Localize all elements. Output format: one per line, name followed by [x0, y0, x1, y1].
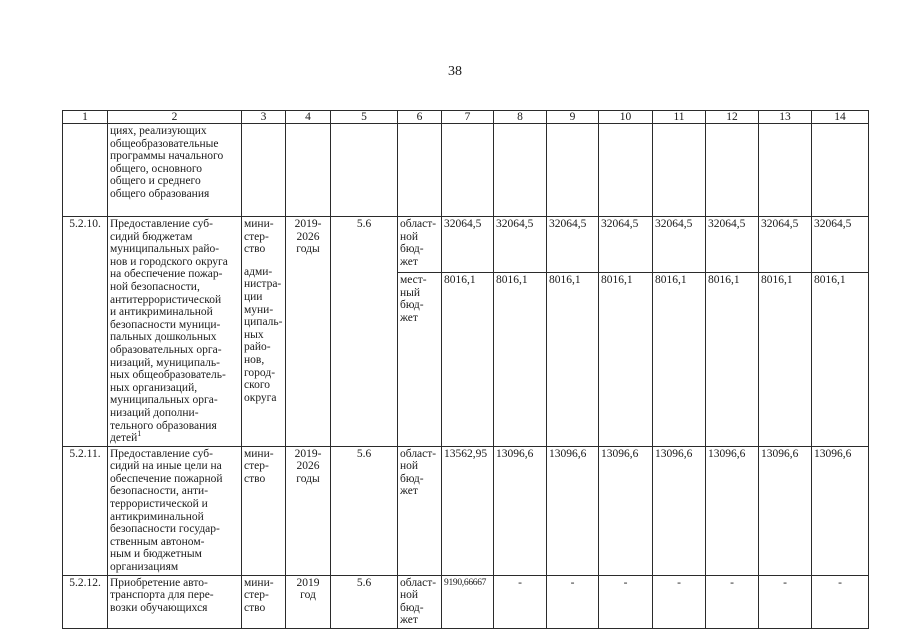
column-number: 13 — [759, 111, 812, 124]
text-line: ственным автоном- — [110, 535, 205, 548]
value-cell: 8016,1 — [759, 273, 812, 447]
value-cell: 13096,6 — [812, 446, 869, 575]
value-cell: 13562,95 — [442, 446, 494, 575]
row-number: 5.2.12. — [63, 575, 108, 628]
value-cell: 8016,1 — [812, 273, 869, 447]
text-line: жет — [400, 614, 418, 627]
value-cell: 13096,6 — [599, 446, 653, 575]
text-line: нистра- — [244, 278, 282, 291]
funding-source-cell — [398, 273, 442, 447]
text-line: годы — [296, 243, 320, 256]
text-line: стер- — [244, 460, 269, 473]
text-line: циях, реализующих — [110, 125, 207, 137]
column-number: 3 — [242, 111, 286, 124]
text-line: муниципальных орга- — [110, 394, 218, 407]
text-line: безопасности, анти- — [110, 485, 209, 498]
text-line: пальных дошкольных — [110, 331, 217, 344]
budget-table — [62, 110, 869, 629]
text-line: ство — [244, 601, 266, 614]
column-number: 7 — [442, 111, 494, 124]
value-cell: 8016,1 — [494, 273, 547, 447]
value-cell: 8016,1 — [653, 273, 706, 447]
text-line: бюд- — [400, 299, 424, 312]
row-number: 5.2.11. — [63, 446, 108, 575]
period-cell — [286, 575, 331, 628]
value-cell: 32064,5 — [653, 217, 706, 273]
text-line: антитеррористической — [110, 293, 222, 306]
text-line: террористической и — [110, 498, 208, 511]
code-cell: 5.6 — [331, 217, 398, 447]
text-line: 2019 — [296, 576, 320, 589]
text-line: годы — [296, 472, 320, 485]
text-line: безопасности государ- — [110, 523, 220, 536]
text-line: райо- — [244, 341, 271, 354]
value-cell: 32064,5 — [494, 217, 547, 273]
funding-source-cell — [398, 446, 442, 575]
text-line: образовательных орга- — [110, 343, 222, 356]
footnote-marker: 1 — [137, 429, 142, 439]
text-line: ной — [400, 589, 419, 602]
column-number: 11 — [653, 111, 706, 124]
text-line: год — [300, 589, 316, 602]
text-line: ство — [244, 472, 266, 485]
text-line: адми- — [244, 265, 273, 278]
text-line: жет — [400, 311, 418, 324]
text-line: общего и среднего — [110, 175, 201, 188]
text-line: ных организаций, — [110, 381, 198, 394]
text-line: ной — [400, 230, 419, 243]
text-line: тельного образования — [110, 419, 217, 432]
text-line: ского — [244, 379, 271, 392]
text-line: нов и городского округа — [110, 255, 228, 268]
text-line: детей — [110, 432, 138, 445]
executor-cell — [242, 446, 286, 575]
text-line: обеспечение пожарной — [110, 472, 223, 485]
value-cell: 13096,6 — [706, 446, 759, 575]
text-line: низаций, муниципаль- — [110, 356, 220, 369]
column-number: 10 — [599, 111, 653, 124]
text-line: мест- — [400, 274, 427, 287]
text-line: общего образования — [110, 187, 210, 200]
value-cell: - — [812, 575, 869, 628]
value-cell: 13096,6 — [494, 446, 547, 575]
column-number: 5 — [331, 111, 398, 124]
code-cell: 5.6 — [331, 575, 398, 628]
text-line: Предоставление суб- — [110, 447, 213, 460]
text-line: 2019- — [294, 447, 322, 460]
value-cell: 32064,5 — [599, 217, 653, 273]
text-line: сидий бюджетам — [110, 230, 193, 243]
funding-source-cell — [398, 217, 442, 273]
text-line: 2019- — [294, 218, 322, 230]
row-number: 5.2.10. — [63, 217, 108, 447]
text-line: бюд- — [400, 243, 424, 256]
text-line: антикриминальной — [110, 510, 204, 523]
code-cell: 5.6 — [331, 446, 398, 575]
column-number: 12 — [706, 111, 759, 124]
text-line: мини- — [244, 576, 274, 589]
text-line: общего, основного — [110, 162, 203, 175]
text-line: округа — [244, 391, 277, 404]
text-line: бюд- — [400, 601, 424, 614]
value-cell: - — [599, 575, 653, 628]
column-number: 6 — [398, 111, 442, 124]
text-line: ной — [400, 460, 419, 473]
text-line: сидий на иные цели на — [110, 460, 222, 473]
period-cell — [286, 217, 331, 447]
text-line: ных общеобразователь- — [110, 369, 226, 382]
text-line: област- — [400, 576, 437, 589]
value-cell: 32064,5 — [706, 217, 759, 273]
text-line: Приобретение авто- — [110, 576, 208, 589]
text-line: 2026 — [296, 230, 320, 243]
column-number: 9 — [547, 111, 599, 124]
value-cell: 32064,5 — [812, 217, 869, 273]
text-line: организациям — [110, 561, 179, 574]
value-cell: 13096,6 — [547, 446, 599, 575]
text-line: област- — [400, 447, 437, 460]
column-number: 14 — [812, 111, 869, 124]
text-line: ным и бюджетным — [110, 548, 202, 561]
text-line: ных — [244, 328, 264, 341]
measure-name-cell — [108, 446, 242, 575]
value-cell: 32064,5 — [547, 217, 599, 273]
text-line: жет — [400, 255, 418, 268]
text-line: город- — [244, 366, 276, 379]
measure-name-cell — [108, 575, 242, 628]
measure-name-cell — [108, 124, 242, 217]
text-line: мини- — [244, 218, 274, 230]
column-number-row — [63, 111, 869, 124]
text-line: транспорта для пере- — [110, 589, 214, 602]
column-number: 8 — [494, 111, 547, 124]
value-cell: 13096,6 — [653, 446, 706, 575]
text-line: жет — [400, 485, 418, 498]
row-number-cell — [63, 124, 108, 217]
period-cell — [286, 446, 331, 575]
text-line: 2026 — [296, 460, 320, 473]
text-line: низаций дополни- — [110, 406, 199, 419]
value-cell: 32064,5 — [759, 217, 812, 273]
text-line: и антикриминальной — [110, 306, 213, 319]
value-cell: 8016,1 — [599, 273, 653, 447]
value-cell: - — [653, 575, 706, 628]
text-line: общеобразовательные — [110, 137, 219, 150]
text-line: бюд- — [400, 472, 424, 485]
column-number: 1 — [63, 111, 108, 124]
text-line: муниципальных райо- — [110, 243, 220, 256]
text-line: стер- — [244, 230, 269, 243]
executor-cell — [242, 575, 286, 628]
text-line: мини- — [244, 447, 274, 460]
value-cell: - — [494, 575, 547, 628]
text-line: на обеспечение пожар- — [110, 268, 223, 281]
funding-source-cell — [398, 575, 442, 628]
value-cell: 13096,6 — [759, 446, 812, 575]
column-number: 4 — [286, 111, 331, 124]
table-row-5-2-10 — [63, 217, 869, 273]
text-line: программы начального — [110, 150, 224, 163]
text-line: ной безопасности, — [110, 280, 200, 293]
table-row-5-2-11 — [63, 446, 869, 575]
measure-name-cell — [108, 217, 242, 447]
value-cell: 9190,66667 — [442, 575, 494, 628]
text-line: ции — [244, 290, 263, 303]
executor-cell — [242, 217, 286, 447]
text-line: ство — [244, 243, 266, 256]
text-line: Предоставление суб- — [110, 218, 213, 230]
column-number: 2 — [108, 111, 242, 124]
table-row-5-2-12 — [63, 575, 869, 628]
value-cell: 8016,1 — [547, 273, 599, 447]
text-line: нов, — [244, 353, 265, 366]
table-row-continuation — [63, 124, 869, 217]
text-line: ципаль- — [244, 316, 283, 329]
text-line: област- — [400, 218, 437, 230]
text-line: безопасности муници- — [110, 318, 221, 331]
value-cell: - — [706, 575, 759, 628]
text-line: возки обучающихся — [110, 601, 208, 614]
value-cell: - — [547, 575, 599, 628]
page-number: 38 — [448, 64, 462, 79]
value-cell: 32064,5 — [442, 217, 494, 273]
value-cell: 8016,1 — [706, 273, 759, 447]
value-cell: 8016,1 — [442, 273, 494, 447]
text-line: ный — [400, 286, 421, 299]
value-cell: - — [759, 575, 812, 628]
text-line: стер- — [244, 589, 269, 602]
text-line: муни- — [244, 303, 274, 316]
